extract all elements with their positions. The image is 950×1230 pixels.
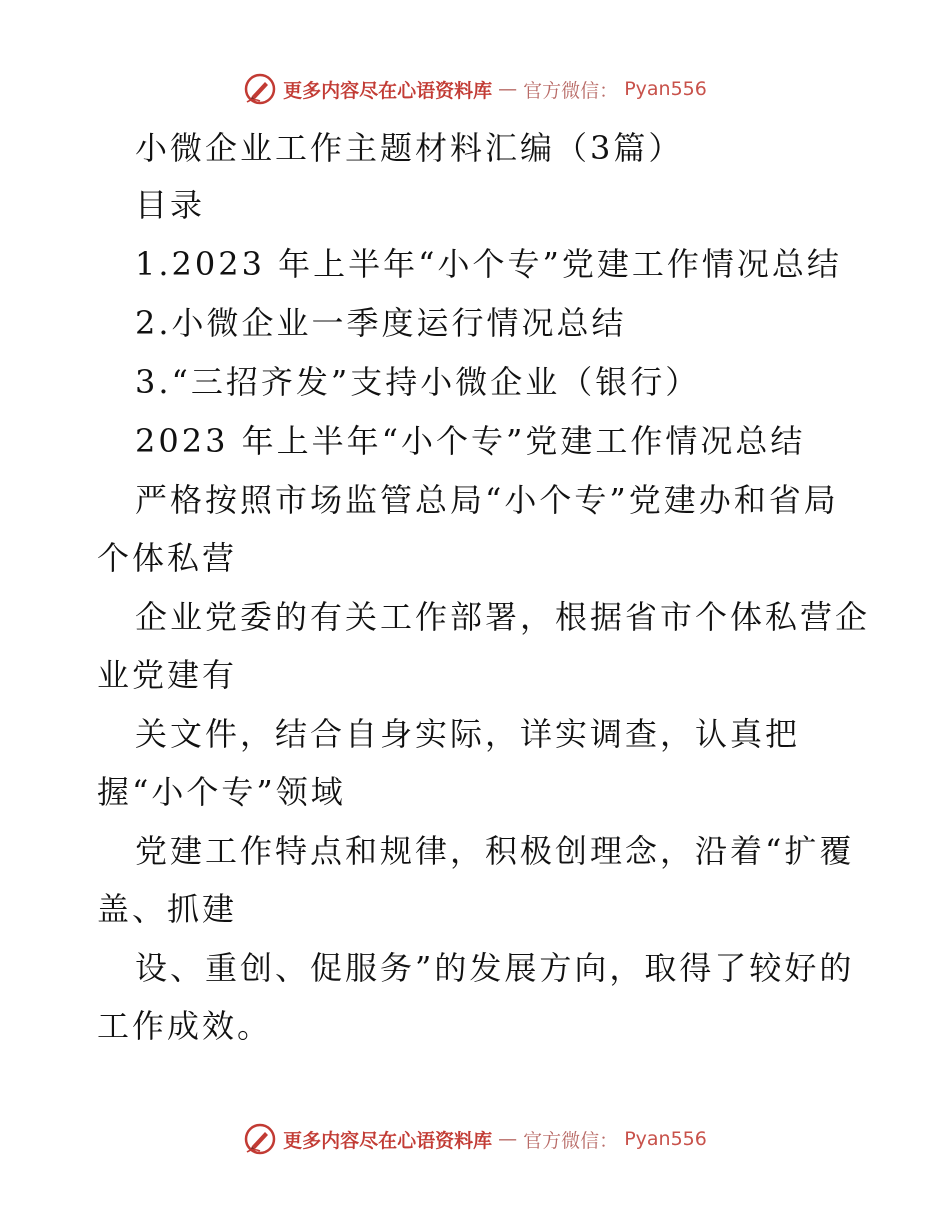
watermark-wechat-id: Pyan556: [624, 78, 707, 100]
paragraph-line: 握“小个专”领域: [97, 773, 346, 811]
footer-watermark: [0, 1122, 950, 1156]
watermark-text: 更多内容尽在心语资料库: [283, 79, 493, 102]
paragraph-line: 严格按照市场监管总局“小个专”党建办和省局: [135, 481, 839, 519]
paragraph-line: 企业党委的有关工作部署，根据省市个体私营企: [135, 598, 871, 636]
paragraph-line: 业党建有: [97, 656, 238, 694]
watermark-dash: —: [498, 1128, 518, 1150]
toc-item-3: 3.“三招齐发”支持小微企业（银行）: [135, 363, 701, 401]
paragraph-line: 个体私营: [97, 539, 238, 577]
paragraph-line: 设、重创、促服务”的发展方向，取得了较好的: [135, 949, 855, 987]
watermark-wechat-label: 官方微信：: [523, 79, 619, 102]
toc-item-1: 1.2023 年上半年“小个专”党建工作情况总结: [135, 245, 842, 283]
section-title: 2023 年上半年“小个专”党建工作情况总结: [135, 422, 806, 460]
watermark-dash: —: [498, 78, 518, 100]
paragraph-line: 关文件，结合自身实际，详实调查，认真把: [135, 715, 801, 753]
paragraph-line: 党建工作特点和规律，积极创理念，沿着“扩覆: [135, 832, 855, 870]
watermark-text: 更多内容尽在心语资料库: [283, 1129, 493, 1152]
toc-heading: 目录: [135, 186, 206, 224]
watermark-wechat-id: Pyan556: [624, 1128, 707, 1150]
header-watermark: [0, 72, 950, 106]
toc-item-2: 2.小微企业一季度运行情况总结: [135, 304, 627, 342]
document-title: 小微企业工作主题材料汇编（3篇）: [135, 129, 684, 167]
pen-logo-icon: [243, 72, 277, 106]
paragraph-line: 工作成效。: [97, 1007, 273, 1045]
paragraph-line: 盖、抓建: [97, 890, 238, 928]
pen-logo-icon: [243, 1122, 277, 1156]
watermark-wechat-label: 官方微信：: [523, 1129, 619, 1152]
